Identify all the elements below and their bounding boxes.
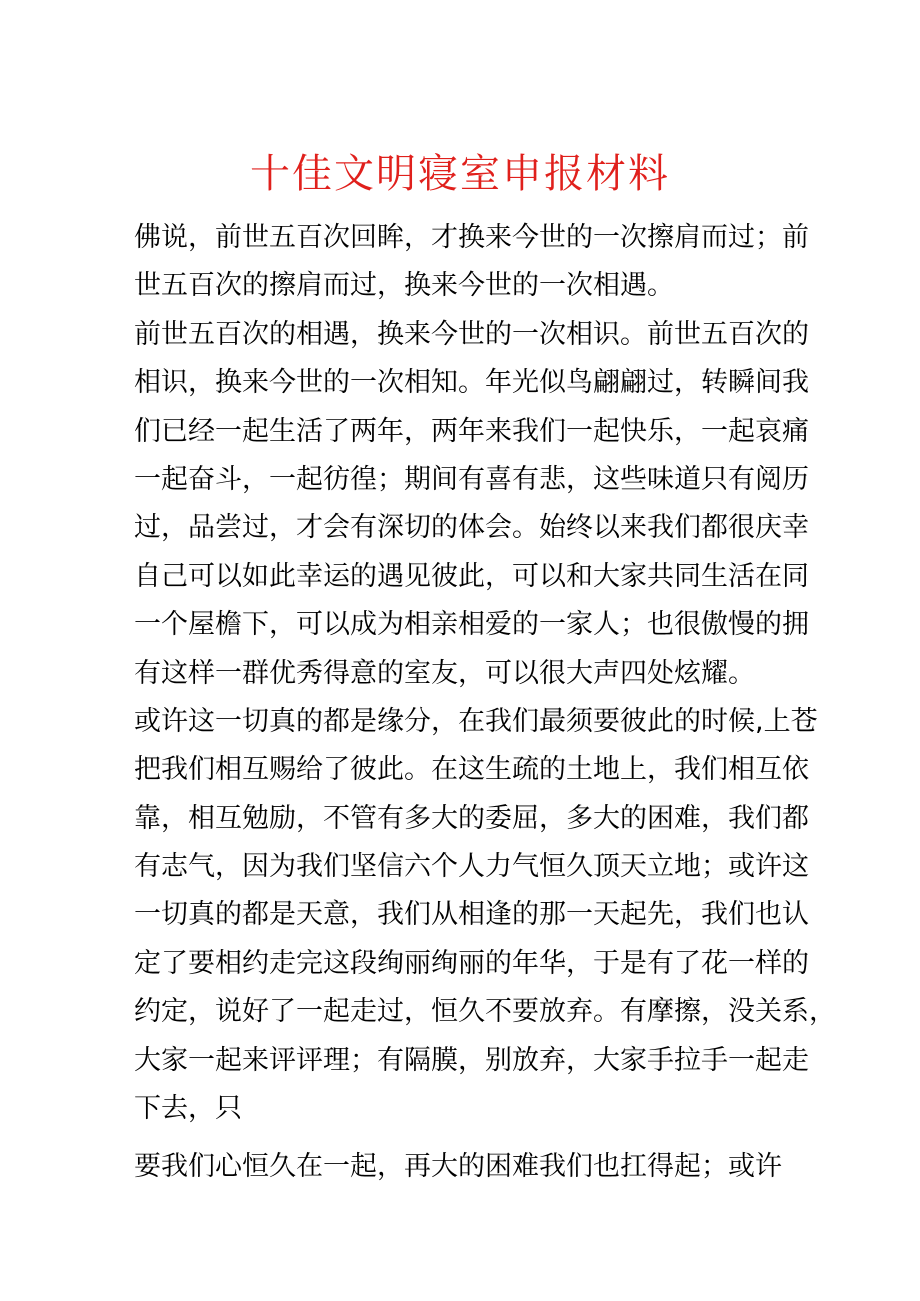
text-line: 有志气，因为我们坚信六个人力气恒久顶天立地；或许这 [134,851,809,883]
text-line: 一个屋檐下，可以成为相亲相爱的一家人；也很傲慢的拥 [134,609,809,641]
text-line: 世五百次的擦肩而过，换来今世的一次相遇。 [134,270,674,302]
text-line: 们已经一起生活了两年，两年来我们一起快乐，一起哀痛 [134,415,809,447]
text-line: 前世五百次的相遇，换来今世的一次相识。前世五百次的 [134,318,809,350]
text-line: 把我们相互赐给了彼此。在这生疏的土地上，我们相互依 [134,754,809,786]
text-line: 过，品尝过，才会有深切的体会。始终以来我们都很庆幸 [134,512,809,544]
text-line: 一切真的都是天意，我们从相逢的那一天起先，我们也认 [134,899,809,931]
text-line: 大家一起来评评理；有隔膜，别放弃，大家手拉手一起走 [134,1044,809,1076]
text-line: 要我们心恒久在一起，再大的困难我们也扛得起；或许 [134,1151,782,1183]
text-line: 有这样一群优秀得意的室友，可以很大声四处炫耀。 [134,657,755,689]
text-line: 佛说，前世五百次回眸，才换来今世的一次擦肩而过；前 [134,222,809,253]
text-line: 一起奋斗，一起彷徨；期间有喜有悲，这些味道只有阅历 [134,463,809,495]
text-line: 自己可以如此幸运的遇见彼此，可以和大家共同生活在同 [134,560,809,592]
text-line: 定了要相约走完这段绚丽绚丽的年华，于是有了花一样的 [134,947,809,979]
text-line: 下去，只 [134,1093,242,1125]
page-break-gap [134,1133,794,1143]
document-body [134,214,836,1192]
text-line: 相识，换来今世的一次相知。年光似鸟翩翩过，转瞬间我 [134,367,809,399]
document-title: 十佳文明寝室申报材料 [250,151,670,197]
text-line: 靠，相互勉励，不管有多大的委屈，多大的困难，我们都 [134,802,809,834]
text-line: 或许这一切真的都是缘分，在我们最须要彼此的时候,上苍 [134,705,818,737]
text-line: 约定，说好了一起走过，恒久不要放弃。有摩擦，没关系， [134,996,836,1028]
